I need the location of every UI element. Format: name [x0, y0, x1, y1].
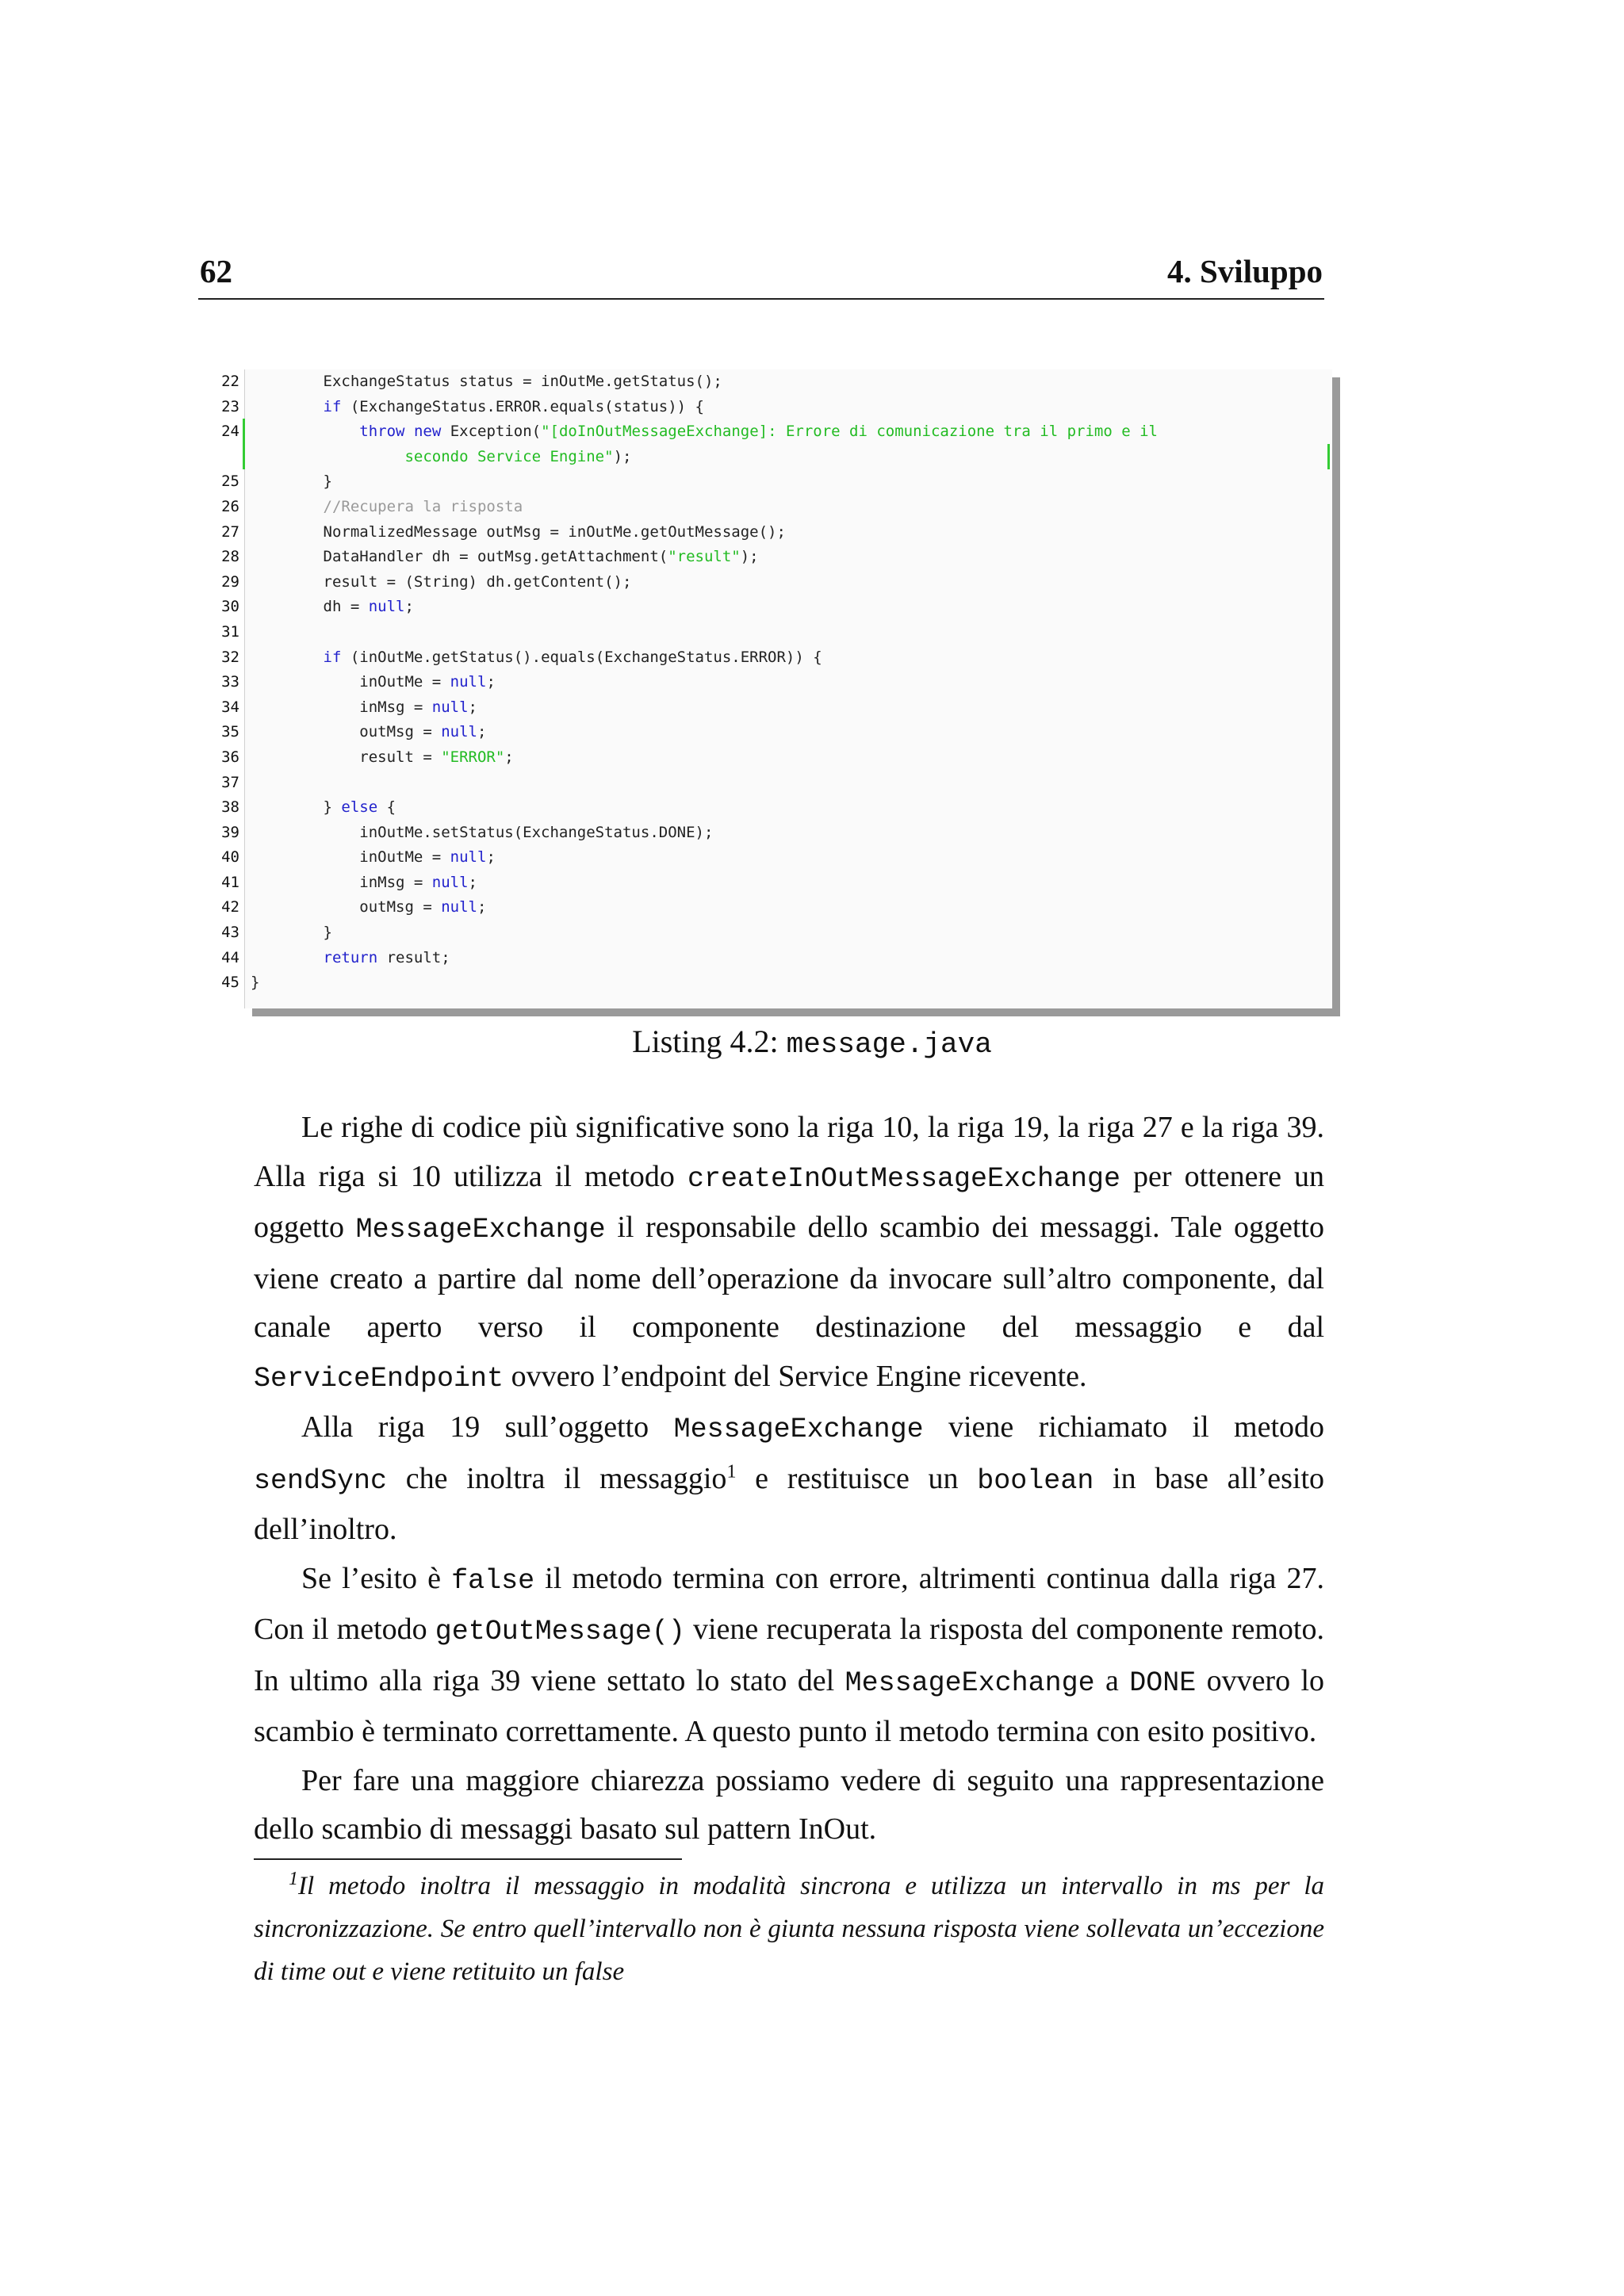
line-number: 44	[221, 948, 239, 966]
inline-code: MessageExchange	[673, 1414, 924, 1445]
keyword: throw	[359, 423, 405, 441]
page-header	[198, 252, 1324, 300]
code-line	[251, 695, 1321, 721]
code-text: (inOutMe.getStatus().equals(ExchangeStatus.ERROR)) {	[341, 648, 822, 666]
string-literal: secondo Service Engine"	[404, 447, 614, 465]
code-line	[251, 745, 1321, 771]
line-number: 41	[221, 873, 239, 891]
listing-caption	[0, 1023, 1624, 1061]
chapter-title: 4. Sviluppo	[1167, 253, 1323, 289]
page-number: 62	[200, 253, 232, 289]
code-line	[251, 645, 1321, 671]
text-run: ovvero l’endpoint del Service Engine ricevente.	[504, 1359, 1087, 1393]
code-text: inMsg =	[251, 698, 432, 716]
text-run: viene richiamato il metodo	[923, 1410, 1325, 1444]
body-text	[254, 1104, 1324, 1854]
line-number: 32	[221, 648, 239, 666]
code-line: result = (String) dh.getContent();	[251, 572, 632, 591]
code-text: Exception(	[441, 423, 542, 441]
keyword: null	[441, 723, 477, 741]
line-number: 42	[221, 898, 239, 916]
code-text: result =	[251, 748, 442, 766]
text-run: il metodo termina con errore, altrimenti continua dalla riga 27. Con il metodo	[254, 1561, 1324, 1646]
code-text: inOutMe =	[251, 673, 450, 691]
code-text: inOutMe =	[251, 848, 450, 867]
keyword: else	[341, 798, 378, 817]
code-line: }	[251, 924, 332, 942]
line-number: 40	[221, 848, 239, 867]
text-run: ovvero lo scambio è terminato correttamente. A questo punto il metodo termina con esito positivo.	[254, 1663, 1324, 1748]
keyword: null	[450, 673, 487, 691]
keyword: null	[431, 873, 469, 891]
text-run: che inoltra il messaggio	[387, 1461, 727, 1495]
line-number: 43	[221, 924, 239, 942]
line-number: 45	[221, 974, 239, 992]
code-text: outMsg =	[251, 898, 442, 916]
code-line	[251, 845, 1321, 871]
code-text: DataHandler dh = outMsg.getAttachment(	[251, 548, 668, 566]
code-line	[251, 595, 1321, 620]
footnote-text: Il metodo inoltra il messaggio in modalità sincrona e utilizza un intervallo in ms per la sincronizzazione. Se entro quell’intervallo non è giunta nessuna risposta viene sollevata un’eccezione di time out e viene retituito un false	[254, 1872, 1324, 1986]
code-text: result;	[377, 948, 450, 966]
code-line	[251, 670, 1321, 695]
footnote-marker[interactable]: 1	[726, 1460, 737, 1482]
code-line	[251, 946, 1321, 971]
code-line-empty	[251, 620, 1321, 645]
string-literal: "result"	[668, 548, 741, 566]
code-text: dh =	[251, 598, 369, 616]
caption-filename: message.java	[786, 1028, 992, 1061]
code-line	[251, 895, 1321, 920]
text-run: per ottenere un oggetto	[254, 1159, 1324, 1244]
paragraph	[254, 1403, 1324, 1555]
keyword: if	[323, 397, 342, 415]
code-text: }	[251, 798, 342, 817]
paragraph	[254, 1104, 1324, 1403]
line-number: 22	[221, 373, 239, 390]
code-line	[251, 445, 1321, 470]
line-number: 23	[221, 397, 239, 415]
code-comment: //Recupera la risposta	[323, 497, 523, 515]
footnote	[254, 1865, 1324, 1993]
line-number: 24	[221, 423, 239, 441]
line-number-gutter	[198, 369, 244, 996]
line-number: 33	[221, 673, 239, 691]
paragraph	[254, 1555, 1324, 1757]
code-text: {	[377, 798, 396, 817]
code-line: }	[251, 473, 332, 491]
inline-code: false	[451, 1564, 535, 1597]
code-text: ;	[477, 723, 487, 741]
code-line	[251, 871, 1321, 896]
text-run: viene recuperata la risposta del componente remoto. In ultimo alla riga 39 viene settato lo stato del	[254, 1613, 1324, 1697]
code-line: inOutMe.setStatus(ExchangeStatus.DONE);	[251, 823, 714, 841]
code-text: ;	[477, 898, 487, 916]
keyword: null	[431, 698, 469, 716]
code-text: inMsg =	[251, 873, 432, 891]
inline-code: createInOutMessageExchange	[687, 1162, 1121, 1195]
caption-prefix: Listing 4.2:	[632, 1024, 779, 1059]
line-number: 38	[221, 798, 239, 817]
code-line-empty	[251, 771, 1321, 796]
line-number: 35	[221, 723, 239, 741]
line-number: 37	[221, 773, 239, 791]
code-line: ExchangeStatus status = inOutMe.getStatus();	[251, 373, 722, 390]
line-number: 34	[221, 698, 239, 716]
string-literal: "[doInOutMessageExchange]: Errore di comunicazione tra il primo e il	[541, 423, 1158, 441]
keyword: null	[441, 898, 477, 916]
inline-code: MessageExchange	[845, 1667, 1095, 1699]
line-number: 36	[221, 748, 239, 766]
text-run: Alla riga 19 sull’oggetto	[301, 1410, 674, 1444]
string-literal: "ERROR"	[441, 748, 505, 766]
text-run: e restituisce un	[736, 1461, 978, 1495]
line-number	[198, 445, 244, 470]
keyword: new	[413, 423, 442, 441]
keyword: if	[323, 648, 342, 666]
code-line: NormalizedMessage outMsg = inOutMe.getOutMessage();	[251, 522, 786, 541]
code-text: ;	[404, 598, 414, 616]
code-body	[251, 369, 1321, 996]
code-text: );	[613, 447, 632, 465]
highlight-marker-right	[1327, 444, 1330, 469]
code-text: ;	[486, 848, 496, 867]
inline-code: DONE	[1129, 1667, 1197, 1699]
code-text: ;	[468, 873, 477, 891]
footnote-number: 1	[289, 1869, 298, 1889]
inline-code: getOutMessage()	[435, 1616, 685, 1647]
code-line	[251, 495, 1321, 520]
code-text: (ExchangeStatus.ERROR.equals(status)) {	[341, 397, 704, 415]
line-number: 25	[221, 473, 239, 491]
code-text: ;	[486, 673, 496, 691]
code-text: );	[740, 548, 759, 566]
code-line: }	[251, 974, 260, 992]
inline-code: boolean	[977, 1464, 1094, 1497]
line-number: 30	[221, 598, 239, 616]
inline-code: MessageExchange	[355, 1214, 606, 1246]
text-run: in base all’esito dell’inoltro.	[254, 1461, 1325, 1546]
code-line	[251, 419, 1321, 445]
code-text: ;	[468, 698, 477, 716]
line-number: 29	[221, 572, 239, 591]
code-line	[251, 720, 1321, 745]
code-line	[251, 395, 1321, 420]
code-text: outMsg =	[251, 723, 442, 741]
code-line	[251, 795, 1321, 821]
text-run: il responsabile dello scambio dei messaggi. Tale oggetto viene creato a partire dal nome dell’operazione da invocare sull’altro componente, dal canale aperto verso il componente destinazione del messaggio e dal	[254, 1211, 1324, 1344]
keyword: return	[323, 948, 378, 966]
paragraph: Per fare una maggiore chiarezza possiamo vedere di seguito una rappresentazione dello scambio di messaggi basato sul pattern InOut.	[254, 1763, 1324, 1846]
line-number: 27	[221, 522, 239, 541]
footnote-rule	[254, 1858, 682, 1860]
line-number: 31	[221, 622, 239, 641]
text-run: Le righe di codice più significative sono la riga 10, la riga 19, la riga 27 e la riga 39. Alla riga si 10 utilizza il metodo	[254, 1111, 1324, 1193]
keyword: null	[450, 848, 487, 867]
line-number: 26	[221, 497, 239, 515]
text-run: Se l’esito è	[301, 1561, 452, 1595]
code-text: ;	[504, 748, 514, 766]
keyword: null	[368, 598, 405, 616]
text-run: a	[1094, 1663, 1130, 1697]
code-line	[251, 545, 1321, 570]
line-number: 28	[221, 548, 239, 566]
line-number: 39	[221, 823, 239, 841]
inline-code: sendSync	[254, 1464, 388, 1497]
inline-code: ServiceEndpoint	[254, 1362, 504, 1395]
